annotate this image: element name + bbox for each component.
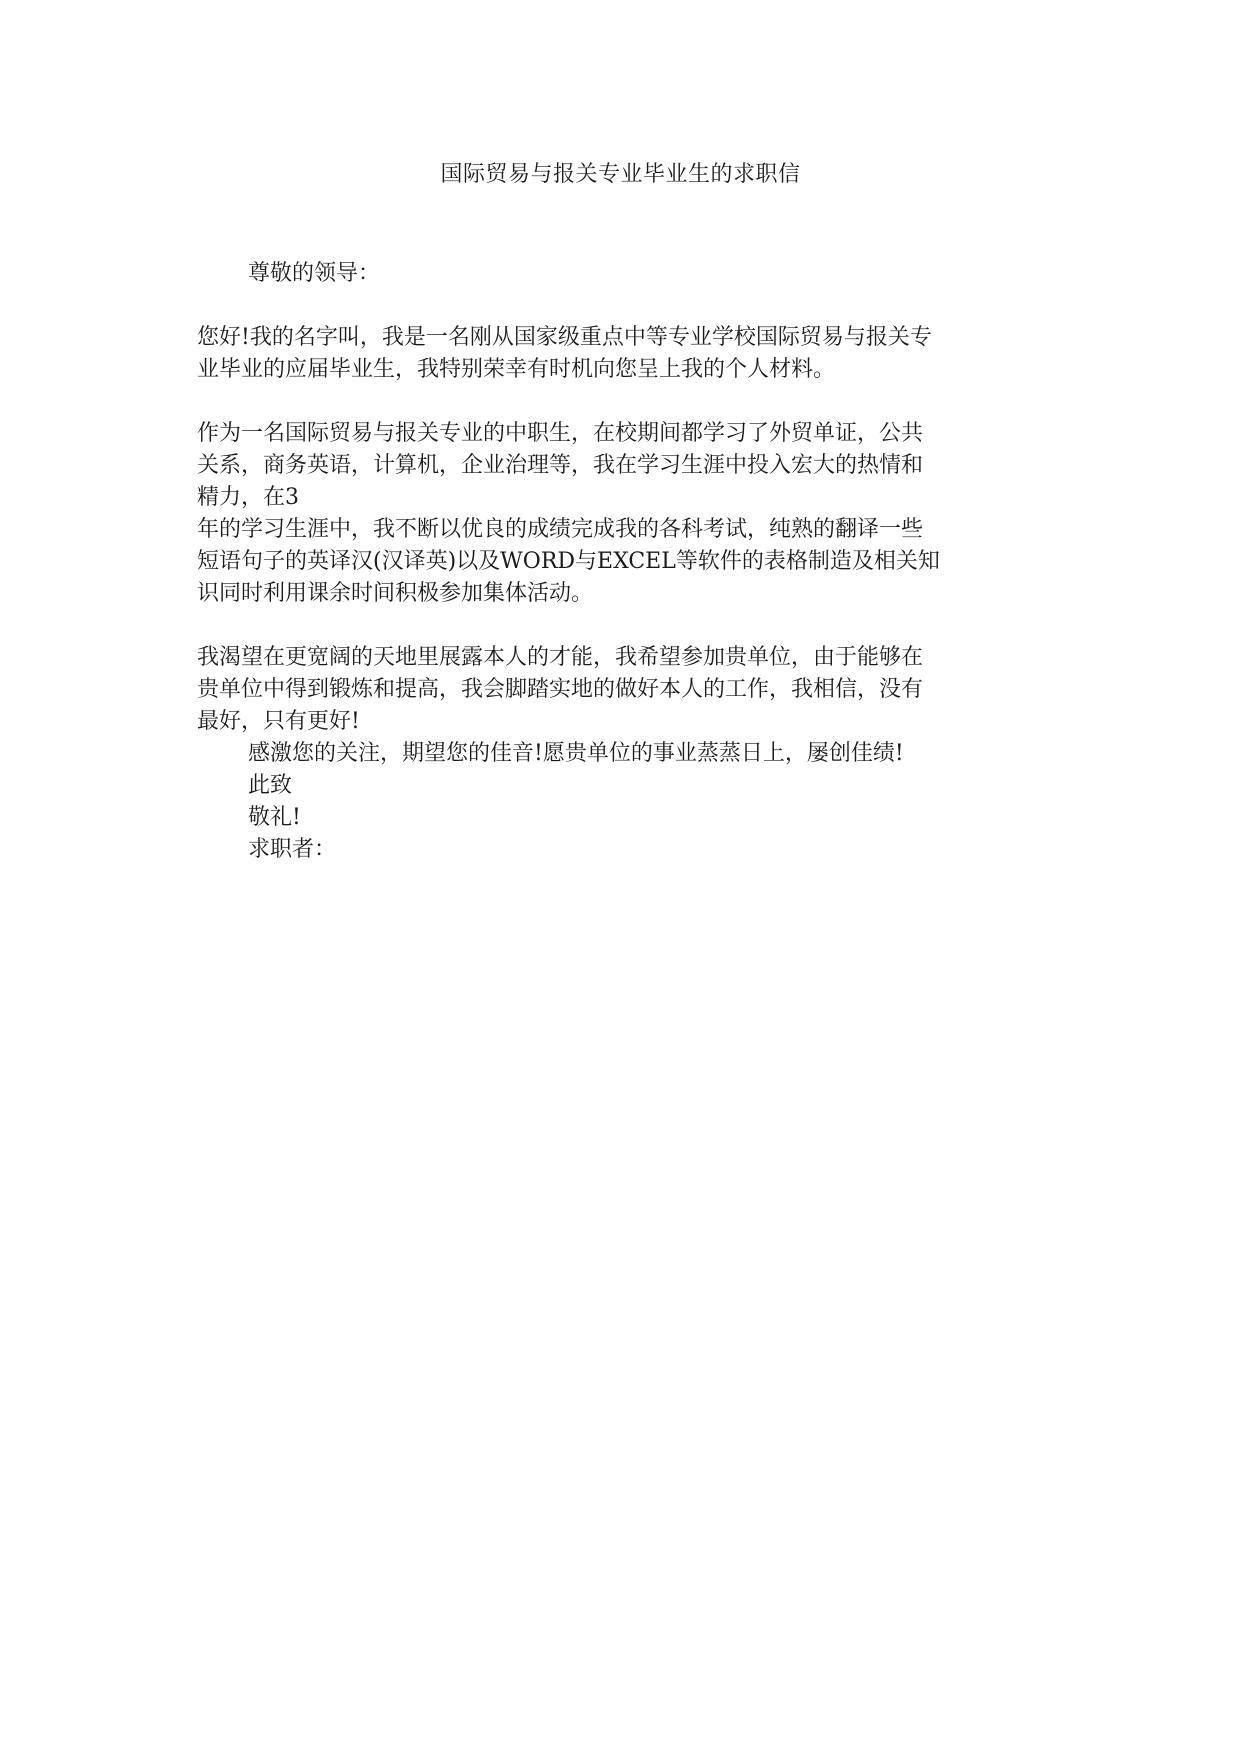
- paragraph-line: 贵单位中得到锻炼和提高，我会脚踏实地的做好本人的工作，我相信，没有: [197, 677, 924, 702]
- paragraph-education: [197, 418, 1037, 610]
- salutation: 尊敬的领导：: [248, 261, 381, 286]
- document-title: 国际贸易与报关专业毕业生的求职信: [440, 162, 801, 187]
- paragraph-introduction: [197, 322, 1037, 386]
- paragraph-line: 识同时利用课余时间积极参加集体活动。: [197, 581, 594, 606]
- paragraph-line: 年的学习生涯中，我不断以优良的成绩完成我的各科考试，纯熟的翻译一些: [197, 517, 924, 542]
- paragraph-aspiration: [197, 642, 1037, 738]
- paragraph-line: 您好!我的名字叫，我是一名刚从国家级重点中等专业学校国际贸易与报关专: [197, 325, 932, 350]
- signature-label: 求职者：: [248, 837, 337, 862]
- paragraph-line: 短语句子的英译汉(汉译英)以及WORD与EXCEL等软件的表格制造及相关知: [197, 549, 940, 574]
- paragraph-line: 业毕业的应届毕业生，我特别荣幸有时机向您呈上我的个人材料。: [197, 357, 836, 382]
- thanks-line: 感激您的关注，期望您的佳音!愿贵单位的事业蒸蒸日上，屡创佳绩!: [248, 741, 904, 766]
- paragraph-line: 关系，商务英语，计算机，企业治理等，我在学习生涯中投入宏大的热情和: [197, 453, 924, 478]
- paragraph-line: 最好，只有更好!: [197, 709, 360, 734]
- closing-cizhi: 此致: [248, 773, 293, 798]
- paragraph-line: 作为一名国际贸易与报关专业的中职生，在校期间都学习了外贸单证，公共: [197, 421, 924, 446]
- paragraph-line: 精力，在3: [197, 485, 299, 510]
- paragraph-line: 我渴望在更宽阔的天地里展露本人的才能，我希望参加贵单位，由于能够在: [197, 645, 924, 670]
- closing-jingli: 敬礼!: [248, 805, 301, 830]
